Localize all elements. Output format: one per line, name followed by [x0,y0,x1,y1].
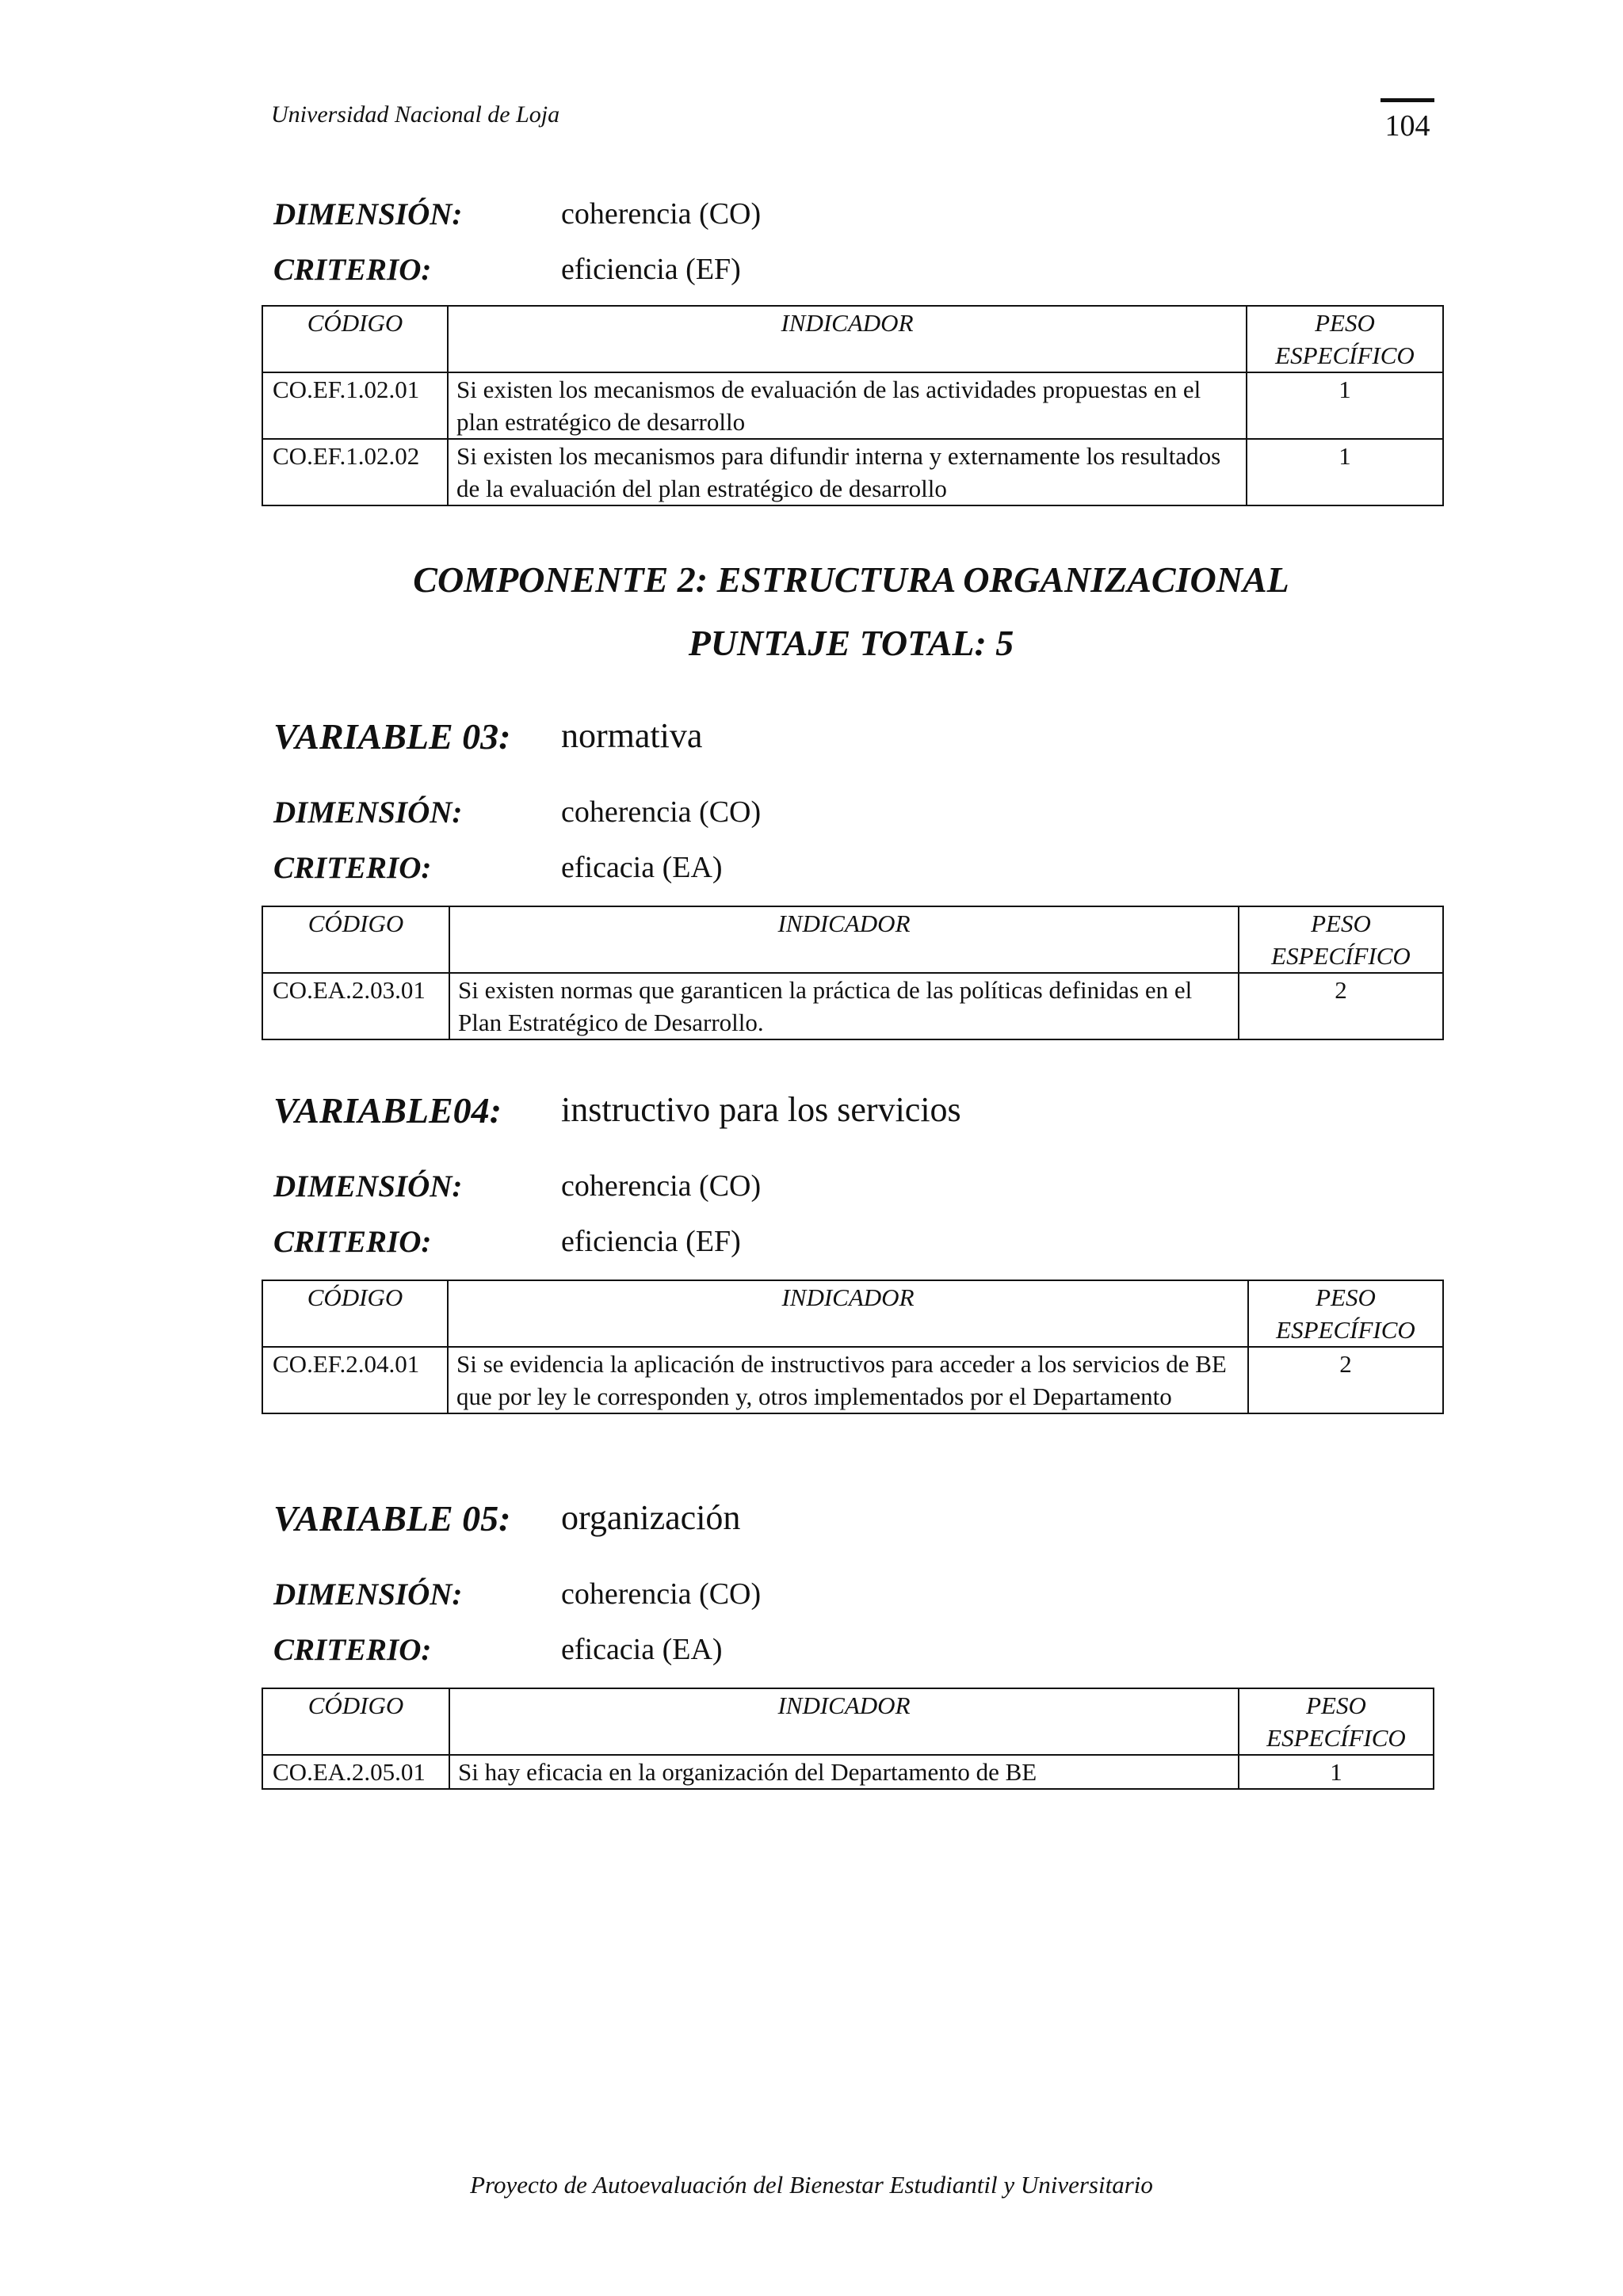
variable-label: VARIABLE04: [273,1090,502,1131]
dimension-row [273,1577,1430,1616]
component-title: COMPONENTE 2: ESTRUCTURA ORGANIZACIONAL [413,559,1289,600]
table-header-row [262,306,1443,372]
variable-row [273,715,1430,763]
indicator-text: Si existen normas que garanticen la práctica de las políticas definidas en el Plan Estratégico de Desarrollo. [449,973,1239,1039]
column-header-code: CÓDIGO [262,1280,448,1347]
table-header-row [262,906,1443,973]
column-header-indicator: INDICADOR [449,906,1239,973]
indicator-weight: 1 [1247,372,1443,439]
criterion-value: eficiencia (EF) [561,1225,741,1258]
criterion-row [273,252,1430,292]
indicator-weight: 2 [1239,973,1443,1039]
criterion-label: CRITERIO: [273,1225,432,1259]
column-header-code: CÓDIGO [262,1688,449,1755]
weight-header-line2: ESPECÍFICO [1266,1724,1406,1752]
column-header-weight [1239,906,1443,973]
column-header-code: CÓDIGO [262,906,449,973]
criterion-row [273,1632,1430,1672]
criterion-row [273,1224,1430,1264]
dimension-value: coherencia (CO) [561,1577,762,1611]
dimension-label: DIMENSIÓN: [273,197,463,231]
variable-row [273,1089,1430,1137]
column-header-weight [1247,306,1443,372]
weight-header-line2: ESPECÍFICO [1276,1316,1415,1344]
dimension-value: coherencia (CO) [561,1169,762,1203]
indicator-table [262,1688,1434,1790]
weight-header-line1: PESO [1316,1283,1376,1311]
column-header-indicator: INDICADOR [448,1280,1248,1347]
indicator-text: Si existen los mecanismos para difundir interna y externamente los resultados de la evaluación del plan estratégico de desarrollo [448,439,1247,505]
indicator-text: Si hay eficacia en la organización del Departamento de BE [449,1755,1239,1789]
indicator-code: CO.EF.1.02.02 [262,439,448,505]
indicator-weight: 1 [1247,439,1443,505]
weight-header-line1: PESO [1315,309,1375,337]
indicator-code: CO.EA.2.03.01 [262,973,449,1039]
indicator-code: CO.EF.1.02.01 [262,372,448,439]
running-footer: Proyecto de Autoevaluación del Bienestar Estudiantil y Universitario [470,2171,1153,2199]
variable-row [273,1497,1430,1545]
indicator-weight: 1 [1239,1755,1434,1789]
variable-value: normativa [561,716,703,755]
criterion-row [273,850,1430,890]
variable-label: VARIABLE 03: [273,716,511,757]
table-row [262,372,1443,439]
table-header-row [262,1280,1443,1347]
variable-value: organización [561,1498,741,1537]
column-header-code: CÓDIGO [262,306,448,372]
weight-header-line1: PESO [1306,1691,1366,1719]
table-row [262,973,1443,1039]
table-row [262,1755,1434,1789]
weight-header-line1: PESO [1311,910,1371,937]
weight-header-line2: ESPECÍFICO [1271,942,1411,970]
indicator-table [262,1280,1444,1414]
weight-header-line2: ESPECÍFICO [1275,341,1415,369]
table-row [262,439,1443,505]
column-header-indicator: INDICADOR [449,1688,1239,1755]
variable-label: VARIABLE 05: [273,1498,511,1539]
criterion-label: CRITERIO: [273,851,432,885]
criterion-value: eficacia (EA) [561,851,723,884]
column-header-indicator: INDICADOR [448,306,1247,372]
criterion-label: CRITERIO: [273,1633,432,1667]
indicator-text: Si se evidencia la aplicación de instructivos para acceder a los servicios de BE que por ley le corresponden y, otros implementados por el Departamento [448,1347,1248,1413]
indicator-table [262,305,1444,506]
page-number: 104 [1381,98,1434,143]
dimension-label: DIMENSIÓN: [273,795,463,830]
dimension-value: coherencia (CO) [561,197,762,231]
variable-value: instructivo para los servicios [561,1090,961,1129]
table-row [262,1347,1443,1413]
criterion-value: eficiencia (EF) [561,253,741,286]
indicator-text: Si existen los mecanismos de evaluación de las actividades propuestas en el plan estratégico de desarrollo [448,372,1247,439]
table-header-row [262,1688,1434,1755]
dimension-row [273,1169,1430,1208]
column-header-weight [1248,1280,1443,1347]
criterion-value: eficacia (EA) [561,1633,723,1666]
running-header: Universidad Nacional de Loja [271,101,560,128]
dimension-label: DIMENSIÓN: [273,1169,463,1203]
column-header-weight [1239,1688,1434,1755]
indicator-code: CO.EF.2.04.01 [262,1347,448,1413]
dimension-row [273,795,1430,834]
indicator-table [262,906,1444,1040]
component-score: PUNTAJE TOTAL: 5 [688,623,1014,663]
criterion-label: CRITERIO: [273,253,432,287]
indicator-weight: 2 [1248,1347,1443,1413]
dimension-row [273,196,1430,236]
indicator-code: CO.EA.2.05.01 [262,1755,449,1789]
dimension-label: DIMENSIÓN: [273,1577,463,1611]
dimension-value: coherencia (CO) [561,795,762,829]
